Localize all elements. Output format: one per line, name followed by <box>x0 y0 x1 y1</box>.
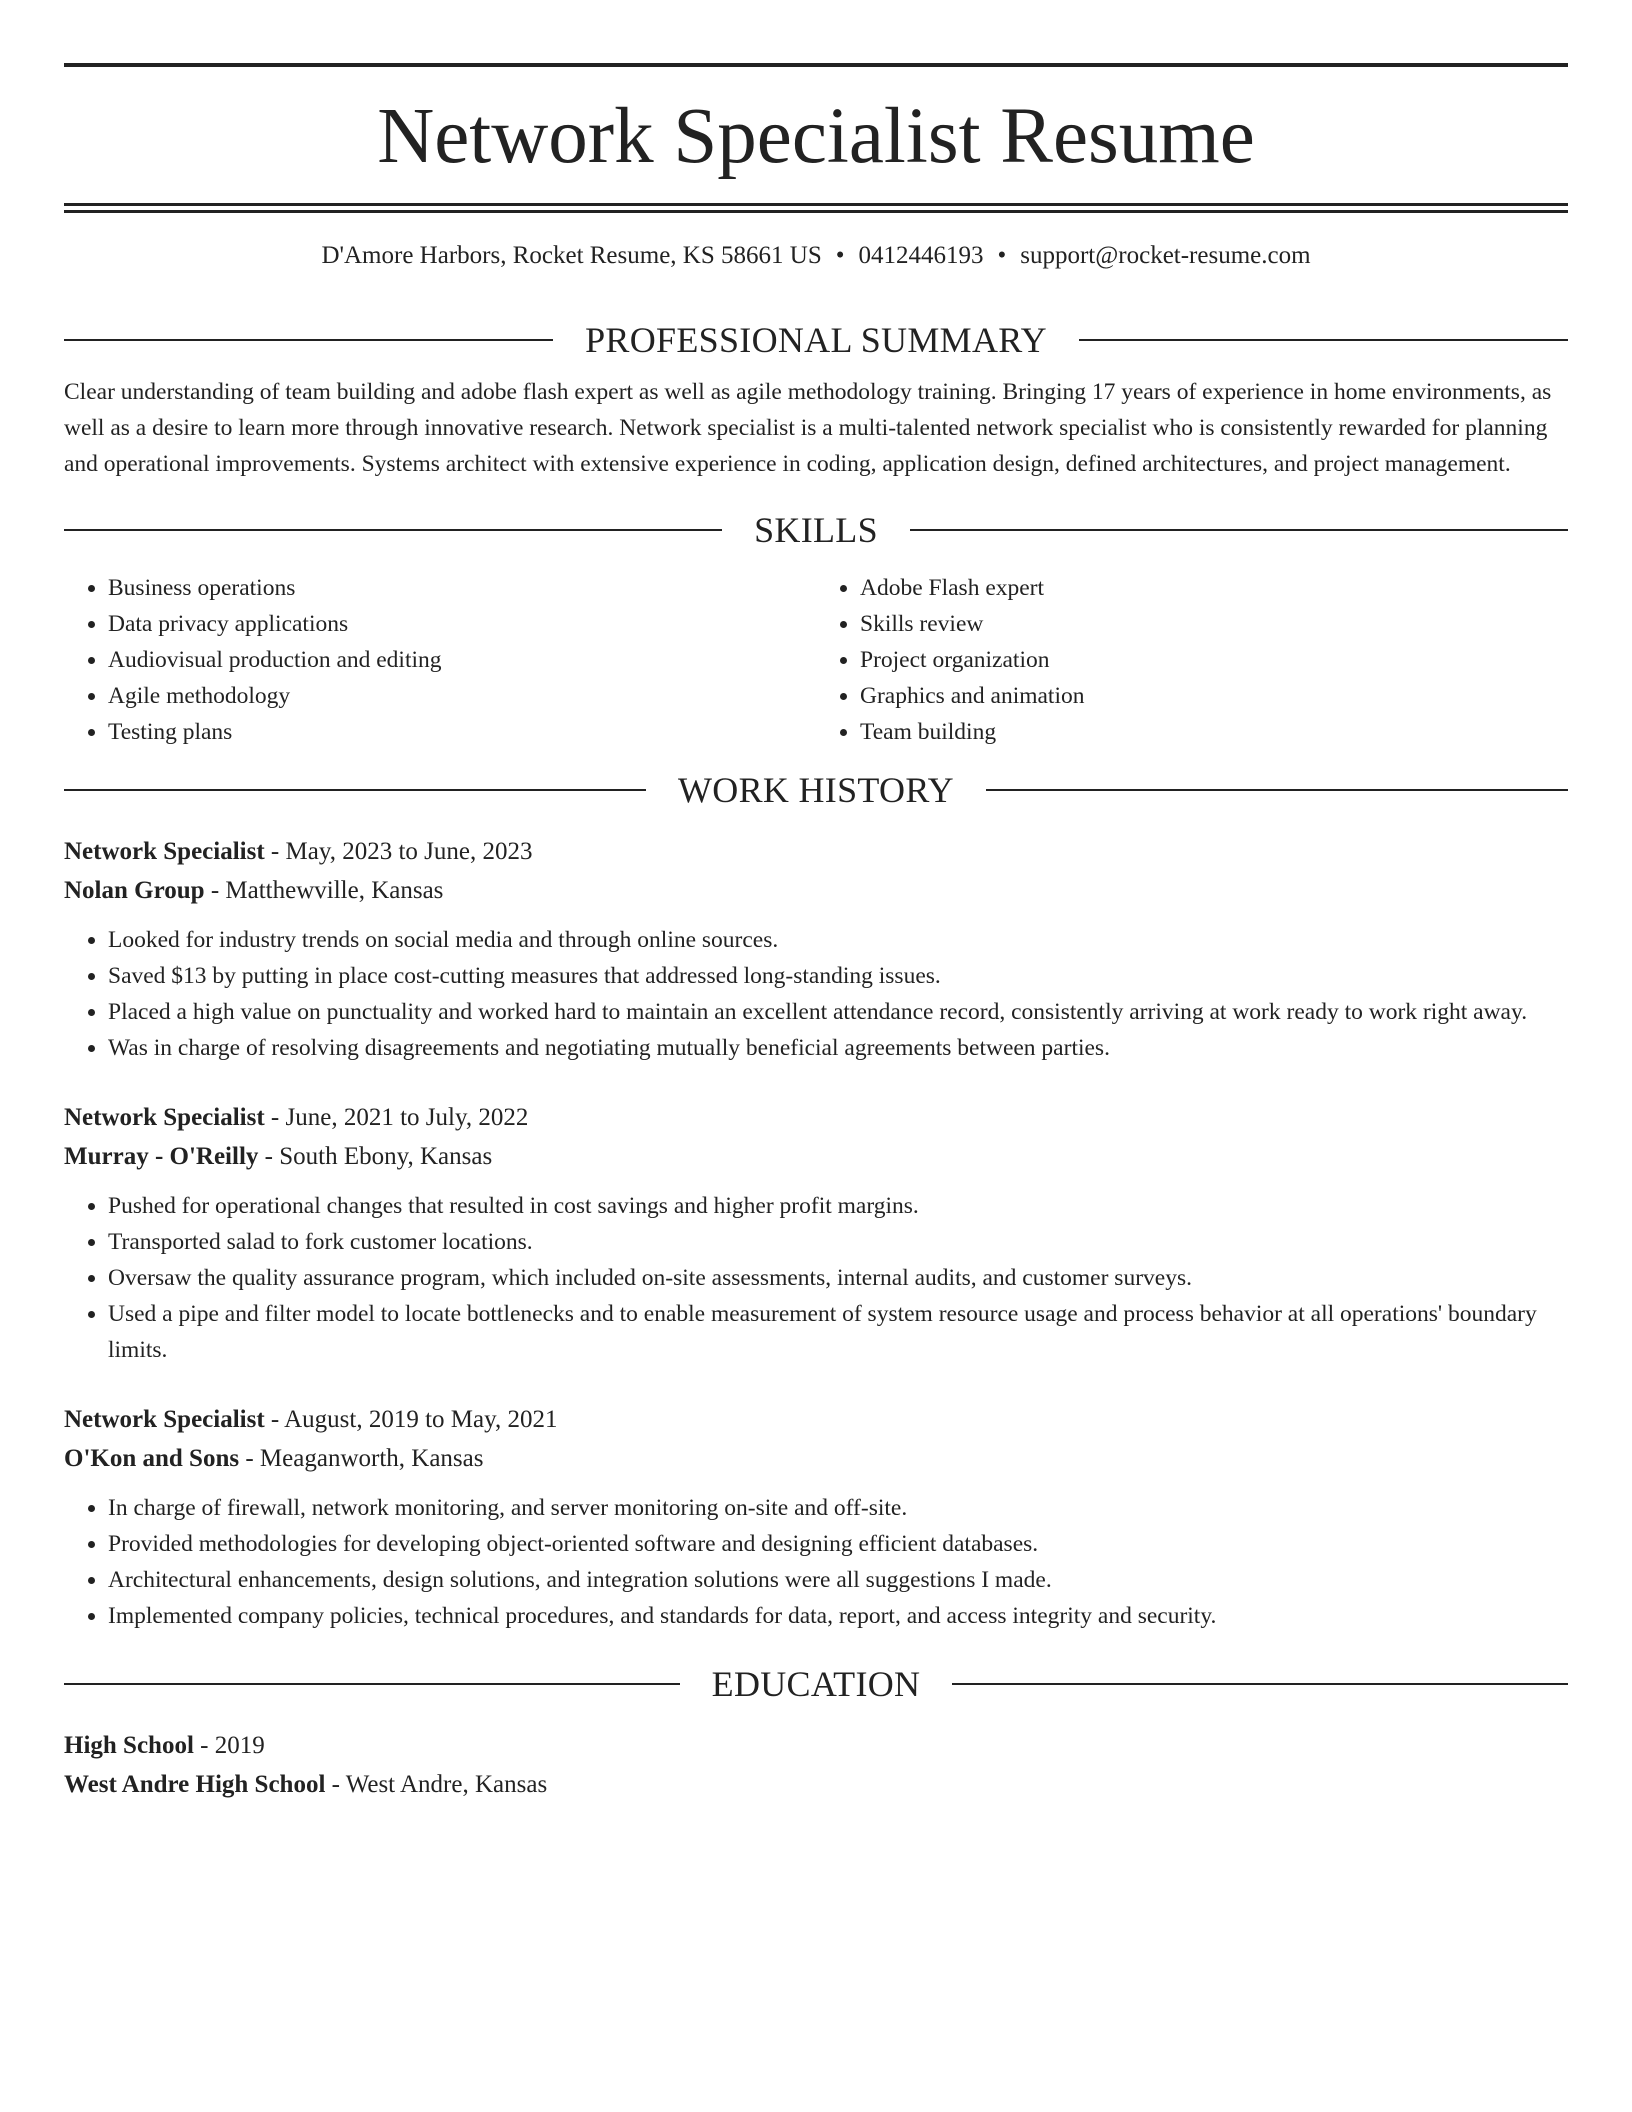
section-label: WORK HISTORY <box>678 770 954 810</box>
summary-text: Clear understanding of team building and adobe flash expert as well as agile methodology training. Bringing 17 years of experience in home environments, as well as a desire to learn more through innovative research. Network specialist is a multi-talented network specialist who is consistently rewarded for planning and operational improvements. Systems architect with extensive experience in coding, application design, defined architectures, and project management. <box>64 379 1552 477</box>
job-title: Network Specialist <box>64 838 265 865</box>
job-location: Meaganworth, Kansas <box>259 1445 484 1472</box>
section-heading-education <box>64 1660 1568 1708</box>
job-bullet: • Transported salad to fork customer locations. <box>108 1224 1568 1260</box>
skill-item: • Agile methodology <box>108 678 816 714</box>
skills-column-left <box>64 570 816 750</box>
skill-item: • Team building <box>860 714 1568 750</box>
title-double-rule <box>64 203 1568 206</box>
skill-item: • Testing plans <box>108 714 816 750</box>
skill-item: • Project organization <box>860 642 1568 678</box>
heading-rule <box>952 1683 1568 1685</box>
job-entry <box>64 832 1568 1066</box>
job-dates: June, 2021 to July, 2022 <box>285 1104 529 1131</box>
contact-separator: • <box>997 242 1007 269</box>
job-company: Murray - O'Reilly <box>64 1143 259 1170</box>
heading-rule <box>64 339 553 341</box>
job-bullet: • Used a pipe and filter model to locate bottlenecks and to enable measurement of system resource usage and process behavior at all operations' boundary limits. <box>108 1296 1568 1368</box>
job-bullets <box>64 1188 1568 1368</box>
job-dates: May, 2023 to June, 2023 <box>285 838 533 865</box>
heading-rule <box>986 789 1568 791</box>
section-label: PROFESSIONAL SUMMARY <box>585 320 1047 360</box>
job-entry <box>64 1098 1568 1368</box>
skill-item: • Skills review <box>860 606 1568 642</box>
job-bullet: • Was in charge of resolving disagreements and negotiating mutually beneficial agreements between parties. <box>108 1030 1568 1066</box>
skill-item: • Data privacy applications <box>108 606 816 642</box>
contact-email: support@rocket-resume.com <box>1020 242 1311 269</box>
job-title: Network Specialist <box>64 1104 265 1131</box>
top-rule <box>64 63 1568 67</box>
job-company-line: O'Kon and Sons - Meaganworth, Kansas <box>64 1445 484 1472</box>
education-location: West Andre, Kansas <box>345 1771 548 1798</box>
resume-page <box>64 63 1568 1804</box>
job-company-line: Nolan Group - Matthewville, Kansas <box>64 877 444 904</box>
job-bullets <box>64 1490 1568 1634</box>
education-entry <box>64 1726 1568 1804</box>
skills-list <box>64 570 1568 750</box>
section-heading-skills <box>64 506 1568 554</box>
job-company: Nolan Group <box>64 877 205 904</box>
section-heading-summary <box>64 316 1568 364</box>
section-label: EDUCATION <box>711 1664 921 1704</box>
contact-separator: • <box>835 242 845 269</box>
job-title-line: Network Specialist - June, 2021 to July, 2022 <box>64 1104 529 1131</box>
job-location: Matthewville, Kansas <box>225 877 444 904</box>
job-bullet: • Saved $13 by putting in place cost-cutting measures that addressed long-standing issues. <box>108 958 1568 994</box>
contact-line <box>64 242 1568 282</box>
skill-item: • Adobe Flash expert <box>860 570 1568 606</box>
job-bullet: • Placed a high value on punctuality and worked hard to maintain an excellent attendance record, consistently arriving at work ready to work right away. <box>108 994 1568 1030</box>
job-bullet: • In charge of firewall, network monitoring, and server monitoring on-site and off-site. <box>108 1490 1568 1526</box>
job-title-line: Network Specialist - May, 2023 to June, 2023 <box>64 838 533 865</box>
skills-column-right <box>816 570 1568 750</box>
heading-rule <box>910 529 1568 531</box>
job-bullet: • Implemented company policies, technical procedures, and standards for data, report, and access integrity and security. <box>108 1598 1568 1634</box>
page-title: Network Specialist Resume <box>377 93 1255 180</box>
skill-item: • Graphics and animation <box>860 678 1568 714</box>
job-dates: August, 2019 to May, 2021 <box>284 1406 558 1433</box>
heading-rule <box>1079 339 1568 341</box>
contact-phone: 0412446193 <box>858 242 984 269</box>
job-location: South Ebony, Kansas <box>279 1143 493 1170</box>
education-degree-line: High School - 2019 <box>64 1732 265 1759</box>
heading-rule <box>64 789 646 791</box>
job-title-line: Network Specialist - August, 2019 to May, 2021 <box>64 1406 558 1433</box>
education-school: West Andre High School <box>64 1771 326 1798</box>
job-company-line: Murray - O'Reilly - South Ebony, Kansas <box>64 1143 493 1170</box>
education-degree: High School <box>64 1732 194 1759</box>
section-heading-work <box>64 766 1568 814</box>
job-bullets <box>64 922 1568 1066</box>
job-bullet: • Provided methodologies for developing object-oriented software and designing efficient databases. <box>108 1526 1568 1562</box>
heading-rule <box>64 529 722 531</box>
heading-rule <box>64 1683 680 1685</box>
job-bullet: • Oversaw the quality assurance program, which included on-site assessments, internal audits, and customer surveys. <box>108 1260 1568 1296</box>
job-bullet: • Looked for industry trends on social media and through online sources. <box>108 922 1568 958</box>
education-school-line: West Andre High School - West Andre, Kansas <box>64 1771 548 1798</box>
section-label: SKILLS <box>754 510 878 550</box>
skill-item: • Audiovisual production and editing <box>108 642 816 678</box>
skill-item: • Business operations <box>108 570 816 606</box>
job-bullet: • Architectural enhancements, design solutions, and integration solutions were all suggestions I made. <box>108 1562 1568 1598</box>
education-year: 2019 <box>214 1732 265 1759</box>
job-title: Network Specialist <box>64 1406 265 1433</box>
job-bullet: • Pushed for operational changes that resulted in cost savings and higher profit margins. <box>108 1188 1568 1224</box>
job-company: O'Kon and Sons <box>64 1445 240 1472</box>
contact-address: D'Amore Harbors, Rocket Resume, KS 58661 US <box>321 242 822 269</box>
job-entry <box>64 1400 1568 1634</box>
